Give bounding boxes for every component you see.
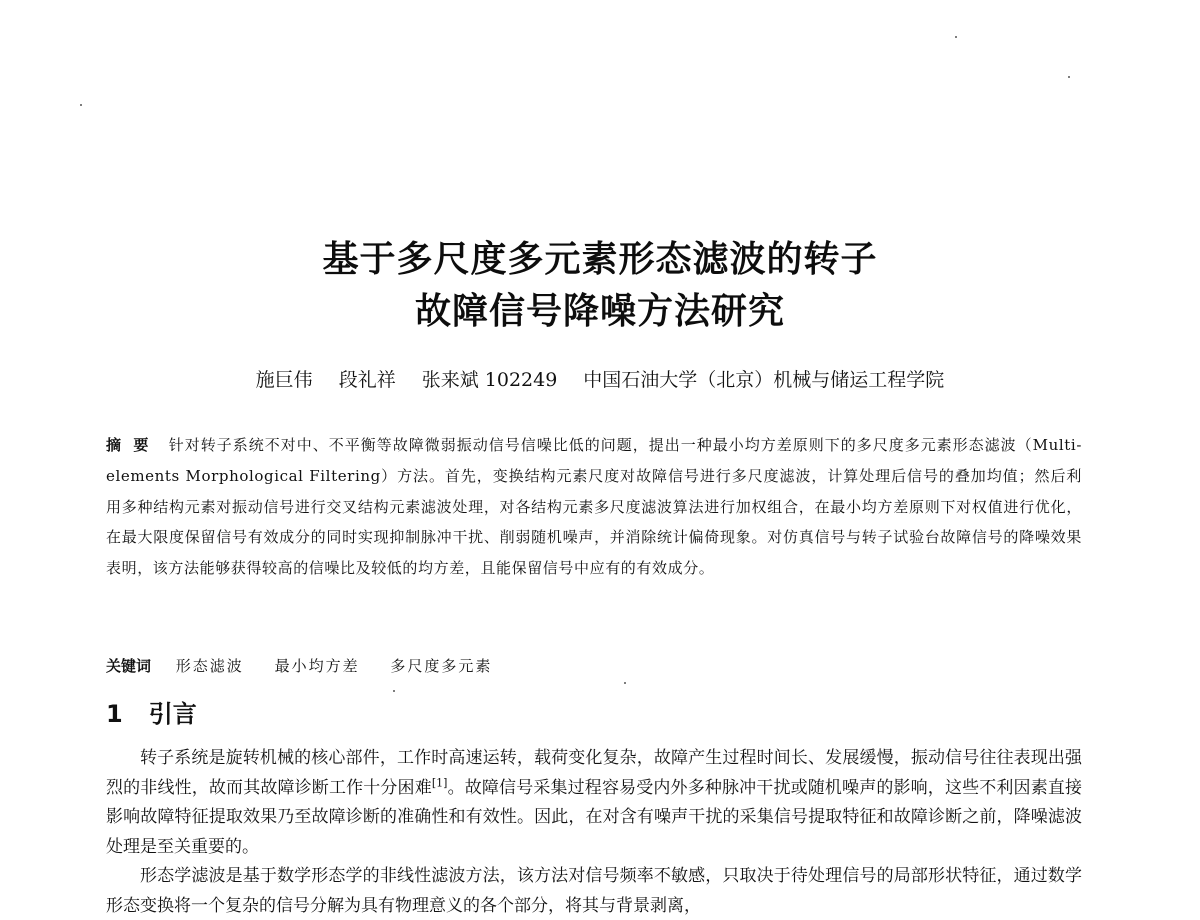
paragraph-1-part-1: 转子系统是旋转机械的核心部件，工作时高速运转，载荷变化复杂，故障产生过程时间长、发展缓慢，振动信号往往表现出强烈的非线性，故而其故障诊断工作十分困难 — [106, 748, 1082, 798]
keywords-label: 关键词 — [106, 657, 152, 675]
keyword-item: 形态滤波 — [175, 657, 244, 675]
abstract — [106, 430, 1082, 584]
section-number: 1 — [106, 700, 123, 728]
scan-speck — [955, 36, 957, 38]
scan-speck — [1068, 76, 1070, 78]
author-2: 段礼祥 — [338, 369, 396, 391]
title-line-1: 基于多尺度多元素形态滤波的转子 — [322, 239, 878, 280]
body-paragraph: 形态学滤波是基于数学形态学的非线性滤波方法，该方法对信号频率不敏感，只取决于待处理信号的局部形状特征，通过数学形态变换将一个复杂的信号分解为具有物理意义的各个部分，将其与背景剥离， — [106, 866, 1082, 916]
keyword-item: 最小均方差 — [274, 657, 360, 675]
title-line-2: 故障信号降噪方法研究 — [414, 291, 785, 332]
author-3: 张来斌 — [421, 369, 479, 391]
section-heading — [106, 697, 197, 731]
body-paragraph — [106, 744, 1082, 862]
section-title: 引言 — [148, 700, 197, 728]
paper-title — [0, 234, 1200, 338]
postcode: 102249 — [484, 369, 558, 391]
citation: [1] — [431, 775, 448, 789]
scan-speck — [80, 104, 82, 106]
scan-speck — [393, 690, 395, 692]
author-1: 施巨伟 — [255, 369, 313, 391]
scan-speck — [624, 682, 626, 684]
body-text — [106, 744, 1082, 920]
author-line — [0, 366, 1200, 394]
abstract-text: 针对转子系统不对中、不平衡等故障微弱振动信号信噪比低的问题，提出一种最小均方差原则下的多尺度多元素形态滤波（Multi-elements Morphological Filtering）方法。首先，变换结构元素尺度对故障信号进行多尺度滤波，计算处理后信号的叠加均值；然后利用多种结构元素对振动信号进行交叉结构元素滤波处理，对各结构元素多尺度滤波算法进行加权组合，在最小均方差原则下对权值进行优化，在最大限度保留信号有效成分的同时实现抑制脉冲干扰、削弱随机噪声，并消除统计偏倚现象。对仿真信号与转子试验台故障信号的降噪效果表明，该方法能够获得较高的信噪比及较低的均方差，且能保留信号中应有的有效成分。 — [106, 436, 1082, 578]
abstract-label: 摘要 — [106, 436, 161, 454]
paragraph-1-part-2: 。故障信号采集过程容易受内外多种脉冲干扰或随机噪声的影响，这些不利因素直接影响故障特征提取效果乃至故障诊断的准确性和有效性。因此，在对含有噪声干扰的采集信号提取特征和故障诊断之前，降噪滤波处理是至关重要的。 — [106, 777, 1083, 857]
keyword-item: 多尺度多元素 — [390, 657, 493, 675]
keywords — [106, 651, 1082, 681]
affiliation: 中国石油大学（北京）机械与储运工程学院 — [583, 369, 945, 391]
